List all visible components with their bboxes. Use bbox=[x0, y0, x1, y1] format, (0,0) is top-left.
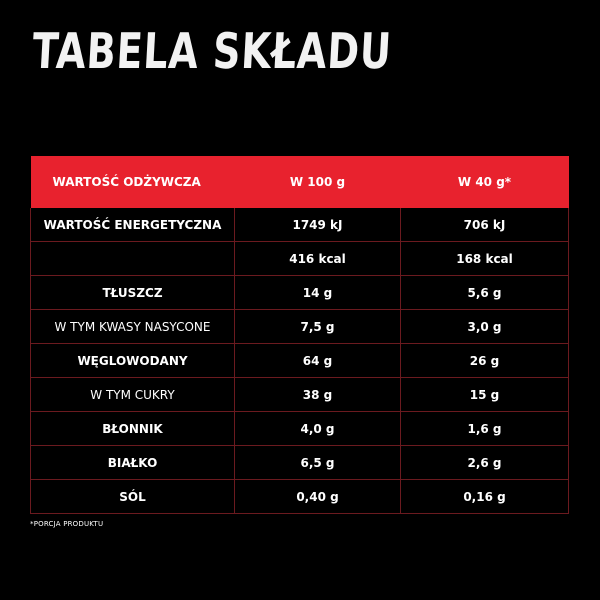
row-value-per-40g: 5,6 g bbox=[401, 276, 569, 310]
table-row-saturated-fat bbox=[31, 310, 569, 344]
row-label bbox=[31, 242, 235, 276]
header-per-100g: W 100 g bbox=[235, 156, 401, 208]
row-value-per-100g: 64 g bbox=[235, 344, 401, 378]
row-value-per-100g: 7,5 g bbox=[235, 310, 401, 344]
row-value-per-40g: 3,0 g bbox=[401, 310, 569, 344]
row-value-per-100g: 416 kcal bbox=[235, 242, 401, 276]
table-row-carbohydrates bbox=[31, 344, 569, 378]
row-label: WARTOŚĆ ENERGETYCZNA bbox=[31, 208, 235, 242]
page-title: TABELA SKŁADU bbox=[30, 23, 394, 80]
table-row-energy-kcal bbox=[31, 242, 569, 276]
row-value-per-100g: 38 g bbox=[235, 378, 401, 412]
row-value-per-100g: 6,5 g bbox=[235, 446, 401, 480]
row-value-per-40g: 2,6 g bbox=[401, 446, 569, 480]
row-value-per-40g: 15 g bbox=[401, 378, 569, 412]
row-value-per-40g: 0,16 g bbox=[401, 480, 569, 514]
row-label: BŁONNIK bbox=[31, 412, 235, 446]
table-row-fat bbox=[31, 276, 569, 310]
row-value-per-100g: 4,0 g bbox=[235, 412, 401, 446]
row-label: WĘGLOWODANY bbox=[31, 344, 235, 378]
header-nutrient: WARTOŚĆ ODŻYWCZA bbox=[31, 156, 235, 208]
row-label: TŁUSZCZ bbox=[31, 276, 235, 310]
row-value-per-100g: 14 g bbox=[235, 276, 401, 310]
row-value-per-100g: 0,40 g bbox=[235, 480, 401, 514]
row-value-per-40g: 706 kJ bbox=[401, 208, 569, 242]
table-row-salt bbox=[31, 480, 569, 514]
row-label: BIAŁKO bbox=[31, 446, 235, 480]
row-label: W TYM CUKRY bbox=[31, 378, 235, 412]
table-row-sugars bbox=[31, 378, 569, 412]
row-value-per-40g: 26 g bbox=[401, 344, 569, 378]
header-per-40g: W 40 g* bbox=[401, 156, 569, 208]
nutrition-table-header bbox=[31, 156, 569, 208]
footnote: *PORCJA PRODUKTU bbox=[30, 520, 104, 528]
row-value-per-40g: 168 kcal bbox=[401, 242, 569, 276]
row-label: SÓL bbox=[31, 480, 235, 514]
nutrition-table-body bbox=[31, 208, 569, 514]
nutrition-table bbox=[30, 156, 569, 514]
row-label: W TYM KWASY NASYCONE bbox=[31, 310, 235, 344]
table-row-protein bbox=[31, 446, 569, 480]
table-row-energy-kj bbox=[31, 208, 569, 242]
row-value-per-100g: 1749 kJ bbox=[235, 208, 401, 242]
header-row bbox=[31, 156, 569, 208]
row-value-per-40g: 1,6 g bbox=[401, 412, 569, 446]
table-row-fibre bbox=[31, 412, 569, 446]
